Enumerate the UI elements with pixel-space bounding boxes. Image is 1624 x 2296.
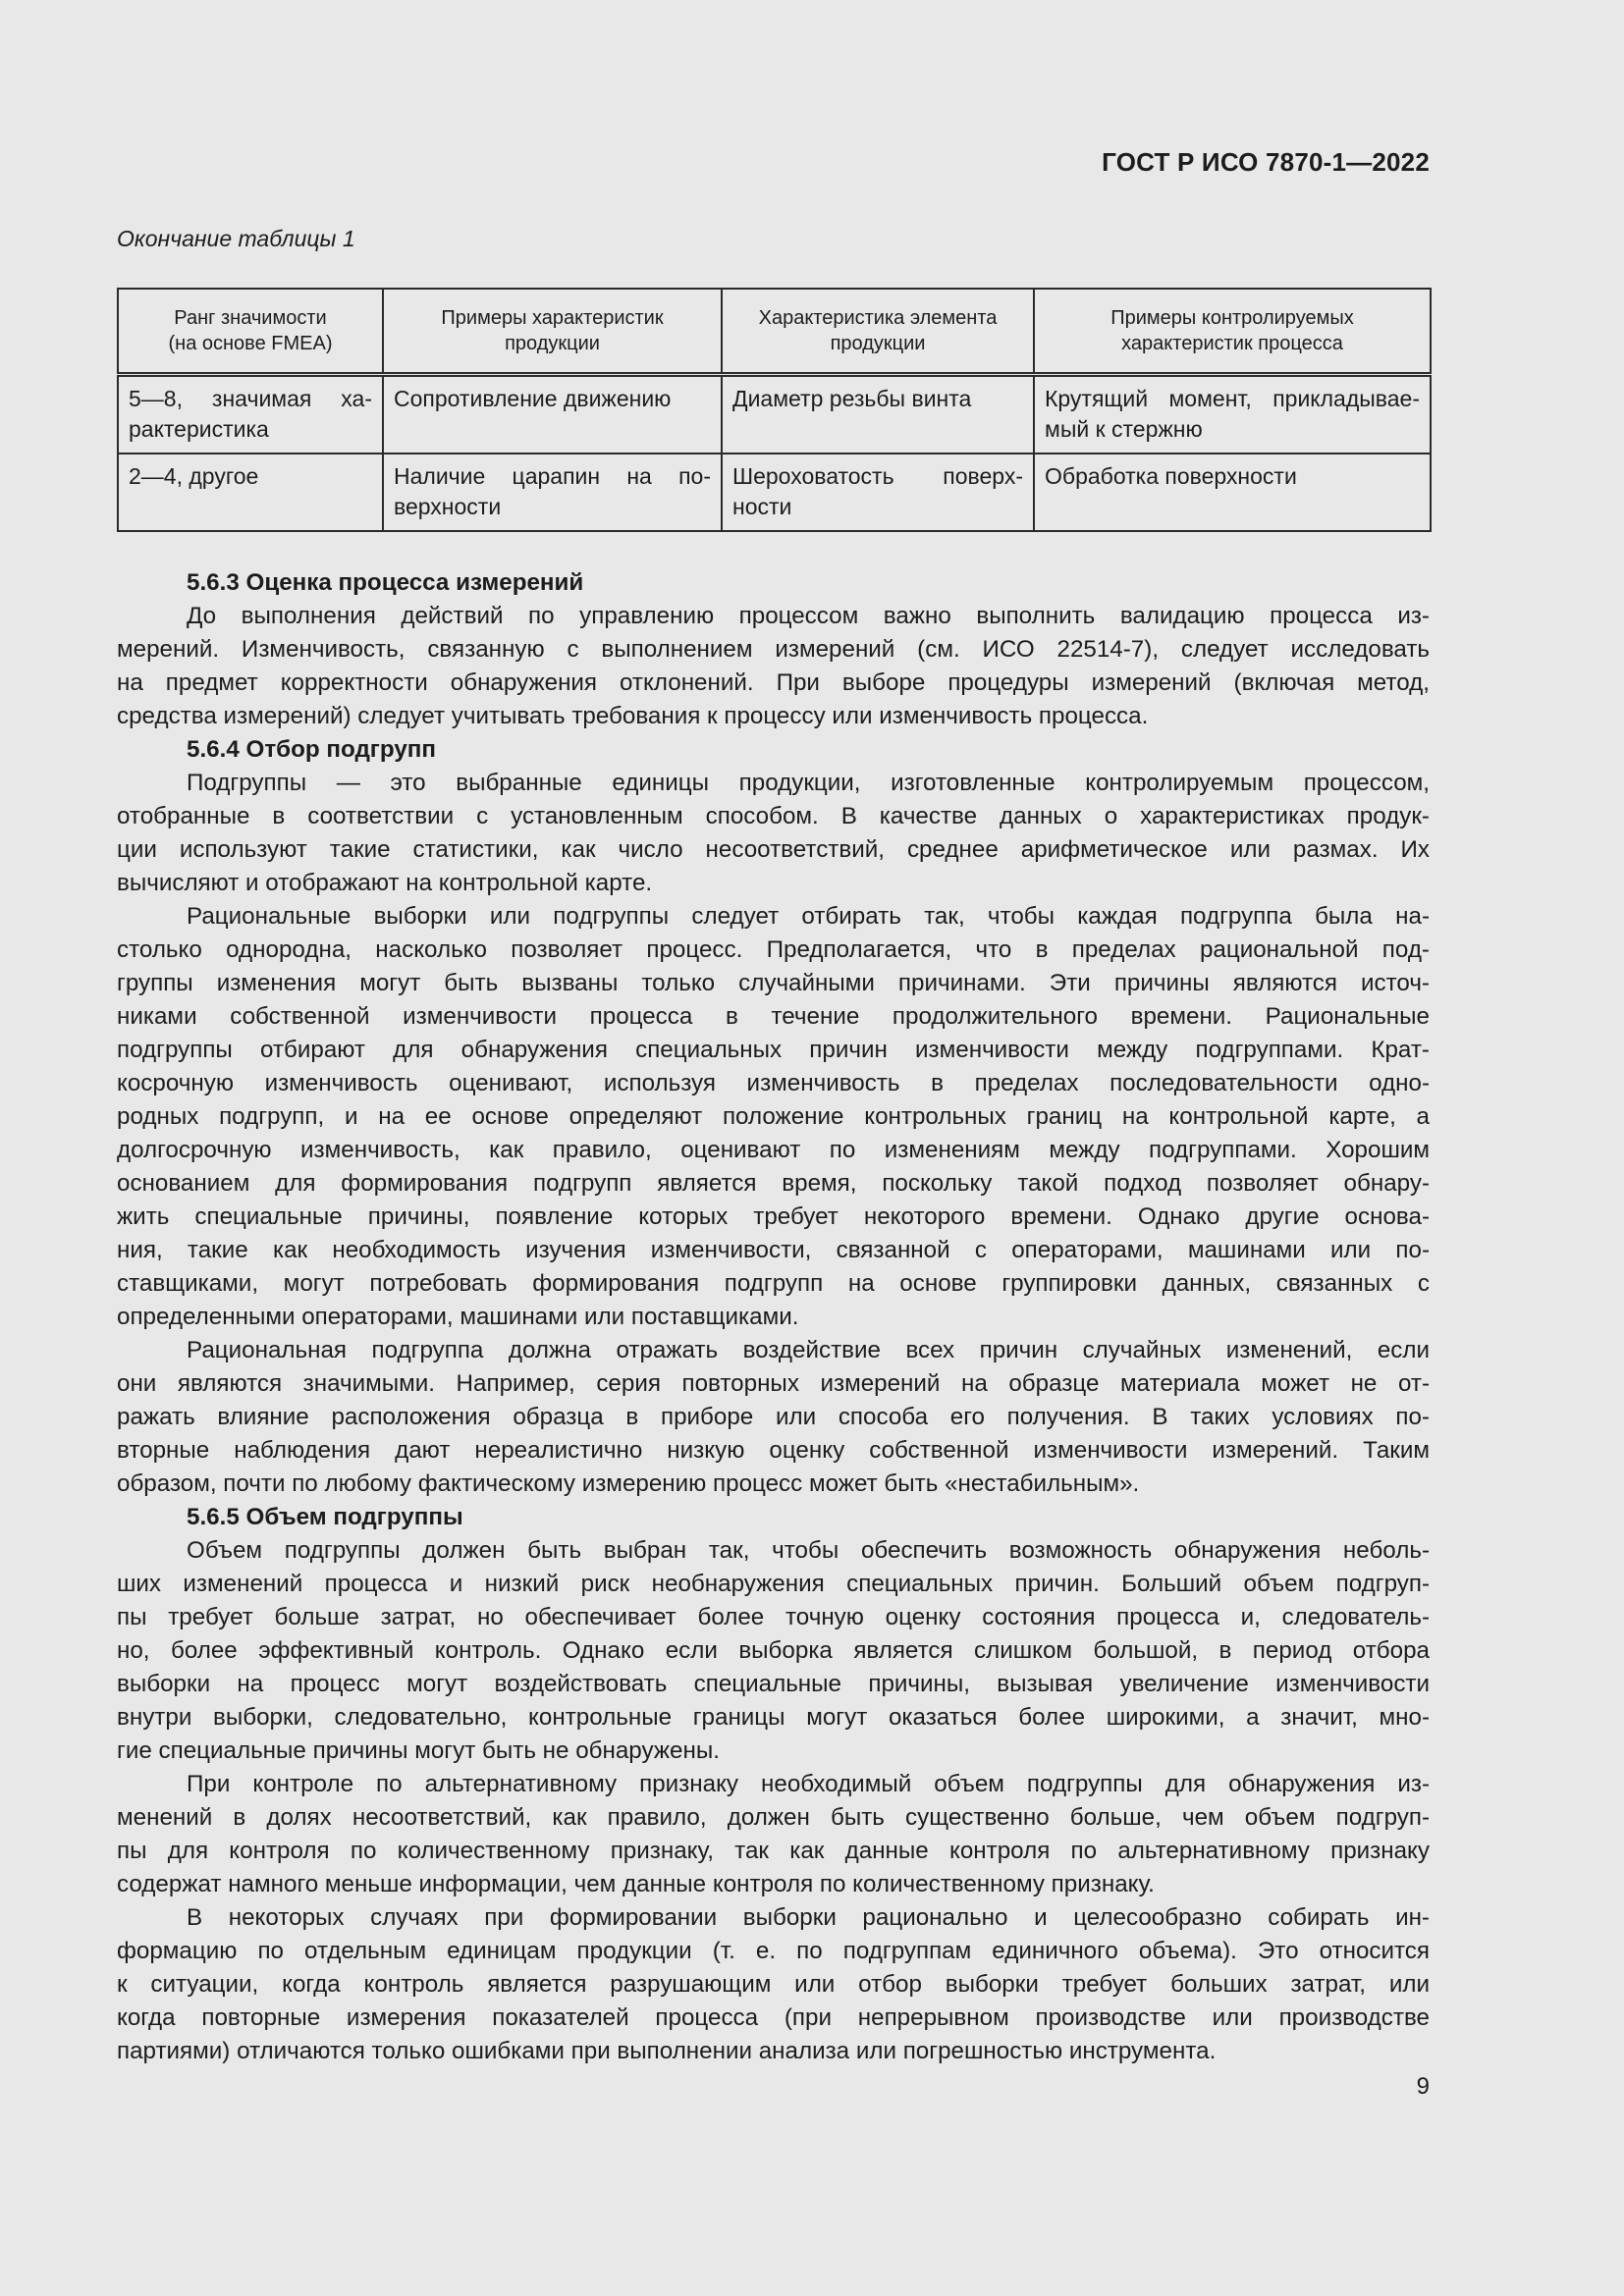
cell-text-line: Диаметр резьбы винта [732,386,972,411]
document-code: ГОСТ Р ИСО 7870-1—2022 [1102,147,1430,177]
table-cell [1034,375,1431,454]
table-cell [383,454,722,531]
table-column-header [118,289,383,375]
text-line: внутри выборки, следовательно, контрольные границы могут оказаться более широкими, а значит, мно- [117,1704,1430,1731]
cell-text-line: Шероховатость поверх- [732,463,1023,489]
paragraph [117,767,1430,900]
text-line: жить специальные причины, появление которых требует некоторого времени. Однако другие основа- [117,1203,1430,1230]
column-header-line: Примеры контролируемых [1110,307,1354,329]
cell-text-line: верхности [394,494,502,519]
table-row [118,375,1431,454]
text-line: косрочную изменчивость оценивают, используя изменчивость в пределах последовательности одно- [117,1070,1430,1096]
paragraph [117,1768,1430,1901]
section-heading: 5.6.5 Объем подгруппы [187,1504,463,1530]
table-column-header [383,289,722,375]
table-cell [118,375,383,454]
cell-text-line: 5—8, значимая ха- [129,386,372,411]
text-line: к ситуации, когда контроль является разрушающим или отбор выборки требует больших затрат, или [117,1971,1430,1998]
column-header-line: характеристик процесса [1121,333,1343,354]
paragraph [117,1334,1430,1501]
column-header-line: Характеристика элемента [758,307,998,329]
text-line: долгосрочную изменчивость, как правило, оценивают по изменениям между подгруппами. Хорошим [117,1137,1430,1163]
text-line: Рациональная подгруппа должна отражать воздействие всех причин случайных изменений, если [187,1337,1430,1363]
text-line: ших изменений процесса и низкий риск необнаружения специальных причин. Больший объем подгруп- [117,1571,1430,1597]
document-body [117,566,1430,2068]
table-cell [722,375,1034,454]
text-line: формацию по отдельным единицам продукции (т. е. по подгруппам единичного объема). Это относится [117,1938,1430,1964]
cell-text-line: Сопротивление движению [394,386,672,411]
cell-text-line: мый к стержню [1045,416,1203,442]
text-line: ражать влияние расположения образца в приборе или способа его получения. В таких условиях по- [117,1404,1430,1430]
significance-table [117,288,1432,532]
text-line: группы изменения могут быть вызваны только случайными причинами. Эти причины являются источ- [117,970,1430,996]
text-line: Подгруппы — это выбранные единицы продукции, изготовленные контролируемым процессом, [187,770,1430,796]
text-line: никами собственной изменчивости процесса в течение продолжительного времени. Рациональные [117,1003,1430,1030]
text-line: они являются значимыми. Например, серия повторных измерений на образце материала может не от- [117,1370,1430,1397]
paragraph [117,1901,1430,2068]
text-line: но, более эффективный контроль. Однако если выборка является слишком большой, в период отбора [117,1637,1430,1664]
text-line: партиями) отличаются только ошибками при выполнении анализа или погрешностью инструмента. [117,2038,1217,2064]
text-line: отобранные в соответствии с установленным способом. В качестве данных о характеристиках продук- [117,803,1430,829]
text-line: подгруппы отбирают для обнаружения специальных причин изменчивости между подгруппами. Крат- [117,1037,1430,1063]
column-header-line: продукции [830,333,926,354]
text-line: До выполнения действий по управлению процессом важно выполнить валидацию процесса из- [187,603,1430,629]
section-heading: 5.6.4 Отбор подгрупп [187,736,437,763]
text-line: содержат намного меньше информации, чем данные контроля по количественному признаку. [117,1871,1155,1897]
table-cell [118,454,383,531]
table-body [118,375,1431,532]
table-column-header [1034,289,1431,375]
text-line: Объем подгруппы должен быть выбран так, чтобы обеспечить возможность обнаружения неболь- [187,1537,1430,1564]
text-line: ции используют такие статистики, как число несоответствий, среднее арифметическое или размах. Их [117,836,1430,863]
column-header-line: продукции [505,333,600,354]
table-cell [1034,454,1431,531]
column-header-line: (на основе FMEA) [168,333,333,354]
cell-text-line: Наличие царапин на по- [394,463,711,489]
table-cell [722,454,1034,531]
text-line: В некоторых случаях при формировании выборки рационально и целесообразно собирать ин- [187,1904,1430,1931]
text-line: на предмет корректности обнаружения отклонений. При выборе процедуры измерений (включая метод, [117,669,1430,696]
table-header-row [118,289,1431,375]
paragraph [117,1534,1430,1768]
text-line: вычисляют и отображают на контрольной карте. [117,870,653,896]
text-line: Рациональные выборки или подгруппы следует отбирать так, чтобы каждая подгруппа была на- [187,903,1430,930]
text-line: гие специальные причины могут быть не обнаружены. [117,1737,720,1764]
text-line: выборки на процесс могут воздействовать специальные причины, вызывая увеличение изменчивости [117,1671,1430,1697]
cell-text-line: ности [732,494,792,519]
text-line: ния, такие как необходимость изучения изменчивости, связанной с операторами, машинами или по- [117,1237,1430,1263]
text-line: образом, почти по любому фактическому измерению процесс может быть «нестабильным». [117,1470,1140,1497]
cell-text-line: Обработка поверхности [1045,463,1297,489]
cell-text-line: Крутящий момент, прикладывае- [1045,386,1420,411]
text-line: когда повторные измерения показателей процесса (при непрерывном производстве или производстве [117,2004,1430,2031]
table-cell [383,375,722,454]
paragraph [117,900,1430,1334]
text-line: пы для контроля по количественному признаку, так как данные контроля по альтернативному признаку [117,1838,1430,1864]
text-line: вторные наблюдения дают нереалистично низкую оценку собственной изменчивости измерений. Таким [117,1437,1430,1464]
table-caption: Окончание таблицы 1 [117,226,355,251]
text-line: средства измерений) следует учитывать требования к процессу или изменчивость процесса. [117,703,1149,729]
text-line: мерений. Изменчивость, связанную с выполнением измерений (см. ИСО 22514-7), следует исследовать [117,636,1430,663]
text-line: ставщиками, могут потребовать формирования подгрупп на основе группировки данных, связанных с [117,1270,1430,1297]
page-number: 9 [1416,2073,1430,2100]
text-line: столько однородна, насколько позволяет процесс. Предполагается, что в пределах рациональной под- [117,936,1430,963]
text-line: менений в долях несоответствий, как правило, должен быть существенно больше, чем объем подгруп- [117,1804,1430,1831]
paragraph [117,600,1430,733]
column-header-line: Ранг значимости [174,307,327,329]
text-line: определенными операторами, машинами или поставщиками. [117,1304,799,1330]
text-line: основанием для формирования подгрупп является время, поскольку такой подход позволяет обнару- [117,1170,1430,1197]
table-row [118,454,1431,531]
text-line: родных подгрупп, и на ее основе определяют положение контрольных границ на контрольной карте, а [117,1103,1430,1130]
cell-text-line: 2—4, другое [129,463,259,489]
text-line: При контроле по альтернативному признаку необходимый объем подгруппы для обнаружения из- [187,1771,1430,1797]
table-column-header [722,289,1034,375]
text-line: пы требует больше затрат, но обеспечивает более точную оценку состояния процесса и, следователь- [117,1604,1430,1630]
section-heading: 5.6.3 Оценка процесса измерений [187,569,584,596]
cell-text-line: рактеристика [129,416,269,442]
column-header-line: Примеры характеристик [441,307,664,329]
